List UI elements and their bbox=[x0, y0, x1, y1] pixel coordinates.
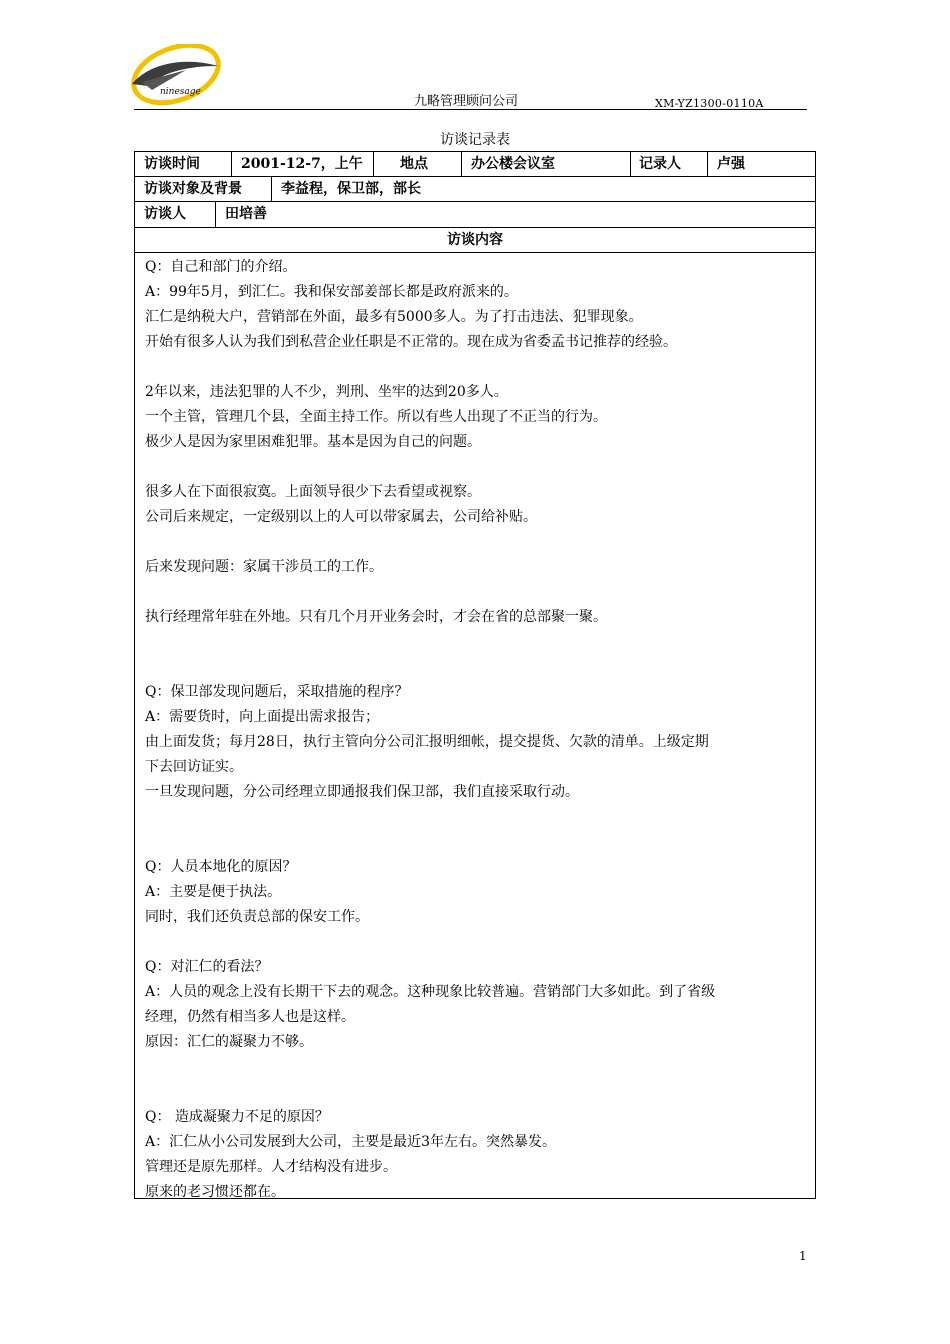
interview-content bbox=[145, 255, 809, 1205]
content-line: 执行经理常年驻在外地。只有几个月开业务会时，才会在省的总部聚一聚。 bbox=[145, 609, 607, 625]
content-line: 很多人在下面很寂寞。上面领导很少下去看望或视察。 bbox=[145, 484, 481, 500]
content-line: 一个主管，管理几个县，全面主持工作。所以有些人出现了不正当的行为。 bbox=[145, 409, 607, 425]
content-line: 公司后来规定，一定级别以上的人可以带家属去，公司给补贴。 bbox=[145, 509, 537, 525]
content-line bbox=[145, 530, 809, 555]
content-line: 经理，仍然有相当多人也是这样。 bbox=[145, 1009, 355, 1025]
place-label: 地点 bbox=[373, 152, 461, 176]
content-line: Q：保卫部发现问题后，采取措施的程序？ bbox=[145, 684, 409, 700]
content-line bbox=[145, 830, 809, 855]
content-line: A：汇仁从小公司发展到大公司，主要是最近3年左右。突然暴发。 bbox=[145, 1134, 557, 1150]
content-line: 后来发现问题：家属干涉员工的工作。 bbox=[145, 559, 383, 575]
content-line: Q：自己和部门的介绍。 bbox=[145, 259, 297, 275]
company-logo bbox=[128, 44, 228, 108]
content-line: 由上面发货；每月28日，执行主管向分公司汇报明细帐，提交提货、欠款的清单。上级定期 bbox=[145, 734, 709, 750]
content-line bbox=[145, 1055, 809, 1080]
recorder-value: 卢强 bbox=[707, 152, 815, 176]
content-line: 同时，我们还负责总部的保安工作。 bbox=[145, 909, 369, 925]
content-line bbox=[145, 355, 809, 380]
row-content-header bbox=[135, 228, 815, 253]
row-time-place bbox=[135, 152, 815, 177]
content-line bbox=[145, 580, 809, 605]
interviewer-value: 田培善 bbox=[215, 202, 815, 227]
place-value: 办公楼会议室 bbox=[461, 152, 630, 176]
content-line bbox=[145, 630, 809, 655]
row-interviewer bbox=[135, 202, 815, 228]
logo-text: ninesage bbox=[160, 87, 201, 97]
content-line bbox=[145, 655, 809, 680]
content-line bbox=[145, 805, 809, 830]
content-line: 汇仁是纳税大户，营销部在外面，最多有5000多人。为了打击违法、犯罪现象。 bbox=[145, 309, 643, 325]
content-line: Q： 造成凝聚力不足的原因？ bbox=[145, 1109, 329, 1125]
content-line: Q：人员本地化的原因？ bbox=[145, 859, 297, 875]
company-name: 九略管理顾问公司 bbox=[414, 94, 519, 109]
content-line: A：主要是便于执法。 bbox=[145, 884, 282, 900]
form-title: 访谈记录表 bbox=[440, 132, 510, 148]
content-line: A：人员的观念上没有长期干下去的观念。这种现象比较普遍。营销部门大多如此。到了省级 bbox=[145, 984, 716, 1000]
content-line: A：99年5月，到汇仁。我和保安部姜部长都是政府派来的。 bbox=[145, 284, 518, 300]
content-line: 极少人是因为家里困难犯罪。基本是因为自己的问题。 bbox=[145, 434, 481, 450]
content-line: Q：对汇仁的看法？ bbox=[145, 959, 269, 975]
time-value: 2001-12-7，上午 bbox=[231, 152, 373, 176]
content-header: 访谈内容 bbox=[447, 232, 503, 248]
recorder-label: 记录人 bbox=[630, 152, 707, 176]
content-line: A：需要货时，向上面提出需求报告； bbox=[145, 709, 380, 725]
content-line: 下去回访证实。 bbox=[145, 759, 243, 775]
time-label: 访谈时间 bbox=[144, 156, 200, 172]
subject-label: 访谈对象及背景 bbox=[144, 181, 242, 197]
document-number: XM-YZ1300-0110A bbox=[655, 97, 764, 110]
content-line bbox=[145, 455, 809, 480]
content-line: 原因：汇仁的凝聚力不够。 bbox=[145, 1034, 313, 1050]
content-line: 管理还是原先那样。人才结构没有进步。 bbox=[145, 1159, 397, 1175]
content-line bbox=[145, 1080, 809, 1105]
subject-value: 李益程，保卫部，部长 bbox=[271, 177, 815, 201]
header-divider-2 bbox=[655, 109, 807, 110]
row-subject bbox=[135, 177, 815, 202]
content-line: 开始有很多人认为我们到私营企业任职是不正常的。现在成为省委孟书记推荐的经验。 bbox=[145, 334, 677, 350]
content-line: 2年以来，违法犯罪的人不少，判刑、坐牢的达到20多人。 bbox=[145, 384, 508, 400]
content-line: 原来的老习惯还都在。 bbox=[145, 1184, 285, 1200]
interviewer-label: 访谈人 bbox=[144, 206, 186, 222]
content-line: 一旦发现问题，分公司经理立即通报我们保卫部，我们直接采取行动。 bbox=[145, 784, 579, 800]
interview-record-table bbox=[134, 151, 816, 1199]
content-line bbox=[145, 930, 809, 955]
page-number: 1 bbox=[799, 1249, 807, 1263]
